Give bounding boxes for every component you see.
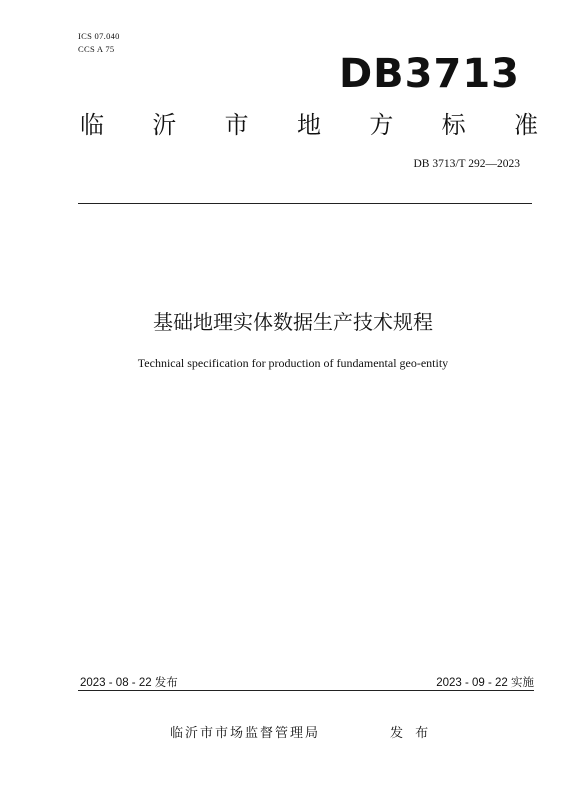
implementation-date: 2023 - 09 - 22 实施 (436, 677, 534, 689)
standard-type-char: 沂 (152, 111, 177, 139)
publisher-name: 临沂市市场监督管理局 (170, 726, 321, 741)
standard-type-char: 标 (441, 111, 466, 139)
document-title-chinese: 基础地理实体数据生产技术规程 (153, 310, 433, 334)
standard-number: DB 3713/T 292—2023 (413, 158, 520, 170)
publish-label: 发 布 (390, 726, 433, 741)
standard-type-char: 方 (369, 111, 394, 139)
footer-divider (78, 690, 534, 691)
header-divider (78, 203, 532, 204)
standard-type-char: 准 (513, 111, 538, 139)
ccs-code: CCS A 75 (78, 44, 115, 54)
standard-type-char: 地 (296, 111, 321, 139)
ics-code: ICS 07.040 (78, 31, 120, 41)
standard-type-char: 市 (224, 111, 249, 139)
standard-type-char: 临 (80, 111, 104, 139)
standard-type (80, 110, 538, 140)
document-title-english: Technical specification for production of fundamental geo-entity (137, 356, 449, 370)
issue-date: 2023 - 08 - 22 发布 (80, 677, 178, 689)
db-standard-logo: DB3713 (338, 51, 520, 97)
